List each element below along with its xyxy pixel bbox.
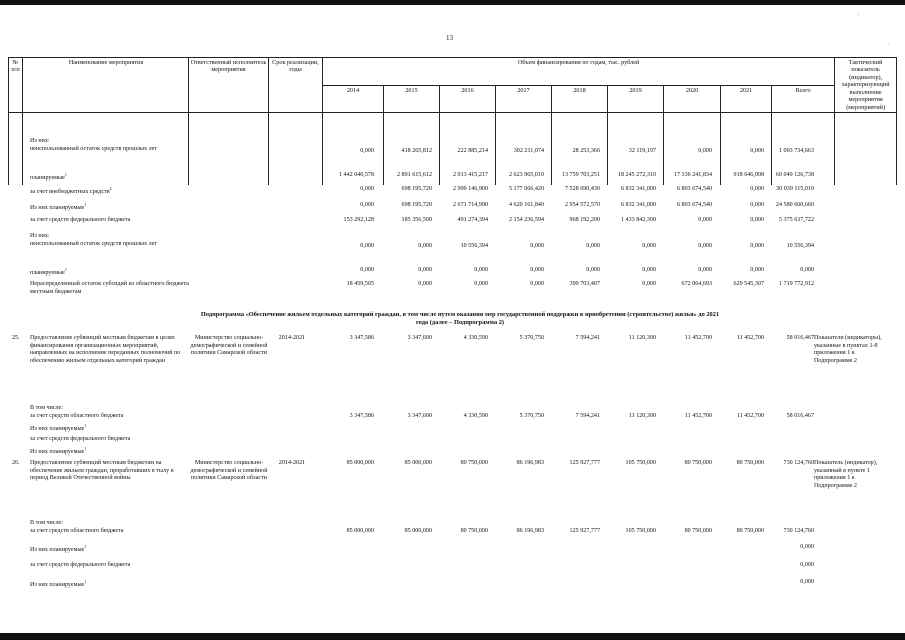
value-cell: 0,000 — [586, 267, 600, 273]
value-cell: 85 000,000 — [346, 528, 374, 534]
value-cell: 0,000 — [698, 217, 712, 223]
value-cell: 0,000 — [418, 267, 432, 273]
value-cell: 0,000 — [750, 243, 764, 249]
total-cell: 730 124,760 — [783, 528, 814, 534]
value-cell: 222 885,214 — [457, 148, 488, 154]
value-cell: 698 195,720 — [401, 202, 432, 208]
incl-label: В том числе: — [30, 405, 63, 411]
value-cell: 18 245 272,310 — [617, 172, 656, 178]
value-cell: 2 891 615,612 — [396, 172, 432, 178]
incl-label: В том числе: — [30, 520, 63, 526]
value-cell: 7 528 690,430 — [564, 186, 600, 192]
total-cell: 58 016,467 — [786, 413, 814, 419]
value-cell: 2 999 146,900 — [452, 186, 488, 192]
value-cell: 11 452,700 — [736, 335, 764, 341]
row-label: планируемые — [30, 270, 65, 277]
row-label: за счет внебюджетных средств — [30, 189, 110, 196]
value-cell: 0,000 — [530, 281, 544, 287]
header-executor: Ответственный исполнитель мероприятия — [189, 58, 269, 113]
value-cell: 0,000 — [530, 243, 544, 249]
header-year: 2017 — [496, 85, 552, 113]
value-cell: 4 620 161,840 — [508, 202, 544, 208]
value-cell: 80 750,000 — [684, 528, 712, 534]
header-year: 2016 — [440, 85, 496, 113]
item-indicator: Показатели (индикаторы), указанные в пунктах 1-8 приложения 1 к Подпрограмме 2 — [814, 335, 882, 364]
value-cell: 0,000 — [642, 267, 656, 273]
value-cell: 11 452,700 — [684, 335, 712, 341]
row-label: Из них: неиспользованный остаток средств прошлых лет — [30, 138, 158, 152]
value-cell: 86 196,983 — [516, 528, 544, 534]
footnote-mark: 1 — [64, 172, 67, 177]
value-cell: 2 954 572,570 — [564, 202, 600, 208]
total-cell: 1 719 772,912 — [778, 281, 814, 287]
header-financing: Объем финансирования по годам, тыс. рублей — [323, 58, 835, 86]
footnote-mark: 1 — [84, 579, 87, 584]
value-cell: 0,000 — [698, 243, 712, 249]
total-cell: 0,000 — [800, 562, 814, 568]
item-term: 2014-2021 — [278, 460, 306, 466]
total-cell: 10 556,394 — [786, 243, 814, 249]
value-cell: 86 196,983 — [516, 460, 544, 466]
value-cell: 80 750,000 — [736, 460, 764, 466]
value-cell: 13 759 703,251 — [561, 172, 600, 178]
value-cell: 672 064,693 — [681, 281, 712, 287]
value-cell: 85 000,000 — [404, 528, 432, 534]
value-cell: 491 274,394 — [457, 217, 488, 223]
value-cell: 3 347,600 — [407, 335, 432, 341]
header-term: Срок реализации, годы — [269, 58, 323, 113]
value-cell: 0,000 — [750, 267, 764, 273]
value-cell: 10 556,394 — [460, 243, 488, 249]
row-label: за счет средств федерального бюджета — [30, 217, 131, 223]
bottom-border — [0, 633, 905, 640]
value-cell: 399 703,407 — [569, 281, 600, 287]
value-cell: 0,000 — [474, 267, 488, 273]
planned-label: Из них планируемые — [30, 582, 85, 589]
scan-speck: . — [888, 40, 890, 46]
value-cell: 2 623 965,010 — [508, 172, 544, 178]
value-cell: 2 154 236,594 — [508, 217, 544, 223]
value-cell: 11 452,700 — [684, 413, 712, 419]
value-cell: 5 370,750 — [519, 413, 544, 419]
value-cell: 125 927,777 — [569, 528, 600, 534]
value-cell: 3 347,586 — [349, 335, 374, 341]
value-cell: 0,000 — [418, 281, 432, 287]
planned-label: Из них планируемые — [30, 449, 85, 456]
value-cell: 2 671 714,990 — [452, 202, 488, 208]
header-year: 2019 — [608, 85, 664, 113]
value-cell: 0,000 — [750, 186, 764, 192]
value-cell: 185 356,500 — [401, 217, 432, 223]
value-cell: 125 927,777 — [569, 460, 600, 466]
planned-label: Из них планируемые — [30, 426, 85, 433]
footnote-mark: 1 — [84, 423, 87, 428]
item-number: 25. — [12, 335, 20, 341]
value-cell: 6 832 341,000 — [620, 186, 656, 192]
header-number: № п/п — [9, 58, 23, 113]
value-cell: 0,000 — [360, 202, 374, 208]
footnote-mark: 1 — [64, 267, 67, 272]
value-cell: 80 750,000 — [460, 460, 488, 466]
value-cell: 0,000 — [698, 148, 712, 154]
value-cell: 32 119,197 — [628, 148, 656, 154]
row-label: Из них планируемые — [30, 205, 85, 212]
subprogram-title: Подпрограмма «Обеспечение жильем отдельных категорий граждан, в том числе путем оказания мер государственной поддержки в приобретении (строительстве) жилья» до 2021 года (далее – Подпрограмма 2) — [200, 311, 720, 327]
value-cell: 18 459,505 — [346, 281, 374, 287]
header-year: 2021 — [721, 85, 772, 113]
value-cell: 80 750,000 — [684, 460, 712, 466]
value-cell: 11 120,300 — [628, 335, 656, 341]
header-year: 2014 — [323, 85, 384, 113]
value-cell: 629 545,307 — [733, 281, 764, 287]
footnote-mark: 1 — [84, 202, 87, 207]
value-cell: 4 330,590 — [463, 413, 488, 419]
item-executor: Министерство социально-демографической и семейной политики Самарской области — [190, 335, 268, 357]
value-cell: 0,000 — [360, 148, 374, 154]
value-cell: 80 750,000 — [736, 528, 764, 534]
regional-label: за счет средств областного бюджета — [30, 413, 124, 419]
value-cell: 11 120,300 — [628, 413, 656, 419]
value-cell: 1 442 040,578 — [338, 172, 374, 178]
item-executor: Министерство социально-демографической и семейной политики Самарской области — [190, 460, 268, 482]
total-cell: 0,000 — [800, 579, 814, 585]
value-cell: 0,000 — [642, 281, 656, 287]
total-cell: 24 580 660,660 — [775, 202, 814, 208]
value-cell: 7 594,241 — [575, 413, 600, 419]
value-cell: 0,000 — [418, 243, 432, 249]
page-number: 13 — [446, 34, 453, 42]
value-cell: 0,000 — [750, 202, 764, 208]
planned-label: Из них планируемые — [30, 547, 85, 554]
total-cell: 30 039 115,010 — [776, 186, 814, 192]
row-label: Нераспределенный остаток субсидий из областного бюджета местным бюджетам — [30, 281, 189, 295]
value-cell: 105 750,000 — [625, 460, 656, 466]
total-cell: 730 124,760 — [783, 460, 814, 466]
value-cell: 0,000 — [750, 217, 764, 223]
value-cell: 85 000,000 — [346, 460, 374, 466]
value-cell: 5 370,750 — [519, 335, 544, 341]
item-26 — [8, 0, 896, 640]
scan-speck: ' — [858, 14, 860, 20]
value-cell: 105 750,000 — [625, 528, 656, 534]
value-cell: 7 594,241 — [575, 335, 600, 341]
value-cell: 2 913 415,217 — [452, 172, 488, 178]
footnote-mark: 1 — [84, 544, 87, 549]
value-cell: 28 253,366 — [572, 148, 600, 154]
value-cell: 85 000,000 — [404, 460, 432, 466]
value-cell: 6 832 341,000 — [620, 202, 656, 208]
value-cell: 302 211,074 — [513, 148, 544, 154]
value-cell: 968 192,200 — [569, 217, 600, 223]
value-cell: 6 803 674,540 — [676, 186, 712, 192]
value-cell: 3 347,600 — [407, 413, 432, 419]
value-cell: 80 750,000 — [460, 528, 488, 534]
header-total: Всего — [772, 85, 835, 113]
row-label: планируемые — [30, 175, 65, 182]
value-cell: 0,000 — [586, 243, 600, 249]
value-cell: 0,000 — [750, 148, 764, 154]
item-number: 26. — [12, 460, 20, 466]
value-cell: 6 803 674,540 — [676, 202, 712, 208]
value-cell: 0,000 — [530, 267, 544, 273]
header-name: Наименование мероприятия — [23, 58, 189, 113]
value-cell: 0,000 — [360, 267, 374, 273]
federal-label: за счет средств федерального бюджета — [30, 562, 131, 568]
total-cell: 0,000 — [800, 544, 814, 550]
value-cell: 418 265,812 — [401, 148, 432, 154]
item-term: 2014-2021 — [278, 335, 306, 341]
value-cell: 153 292,128 — [343, 217, 374, 223]
header-year: 2018 — [552, 85, 608, 113]
total-cell: 5 375 637,722 — [778, 217, 814, 223]
item-name: Предоставление субвенций местным бюджетам в целях финансирования организационных мероприятий, направленных на исполнение переданных полномочий по обеспечению жильем отдельных категорий граждан — [30, 335, 181, 364]
header-year: 2015 — [384, 85, 440, 113]
value-cell: 17 336 241,834 — [673, 172, 712, 178]
value-cell: 3 347,586 — [349, 413, 374, 419]
value-cell: 0,000 — [642, 243, 656, 249]
footnote-mark: 2 — [109, 186, 112, 191]
total-cell: 1 003 734,663 — [778, 148, 814, 154]
federal-label: за счет средств федерального бюджета — [30, 436, 131, 442]
value-cell: 0,000 — [474, 281, 488, 287]
value-cell: 0,000 — [360, 186, 374, 192]
total-cell: 0,000 — [800, 267, 814, 273]
value-cell: 1 433 842,300 — [620, 217, 656, 223]
total-cell: 60 049 126,738 — [775, 172, 814, 178]
value-cell: 5 177 066,420 — [508, 186, 544, 192]
header-year: 2020 — [664, 85, 721, 113]
value-cell: 698 195,720 — [401, 186, 432, 192]
value-cell: 11 452,700 — [736, 413, 764, 419]
value-cell: 4 330,590 — [463, 335, 488, 341]
item-indicator: Показатель (индикатор), указанный в пункте 1 приложения 1 к Подпрограмме 2 — [814, 460, 878, 489]
value-cell: 0,000 — [360, 243, 374, 249]
regional-label: за счет средств областного бюджета — [30, 528, 124, 534]
value-cell: 918 646,008 — [733, 172, 764, 178]
value-cell: 0,000 — [698, 267, 712, 273]
item-name: Предоставление субвенций местным бюджетам на обеспечение жильем граждан, проработавших в тылу в период Великой Отечественной войны — [30, 460, 174, 482]
total-cell: 58 016,467 — [786, 335, 814, 341]
header-indicator: Тактический показатель (индикатор), характеризующий выполнение мероприятия (мероприятий) — [835, 58, 897, 113]
row-label: Из них: неиспользованный остаток средств прошлых лет — [30, 233, 158, 247]
footnote-mark: 1 — [84, 446, 87, 451]
